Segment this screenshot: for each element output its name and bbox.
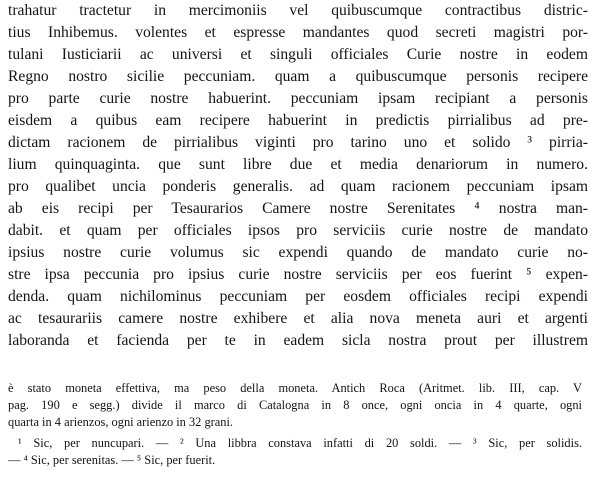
main-text-line: laboranda et facienda per te in eadem sicla nostra prout per illustrem xyxy=(8,332,588,349)
main-text-line: Regno nostro sicilie peccuniam. quam a quibuscumque personis recipere xyxy=(8,68,588,85)
main-text-line: ac tesaurariis camere nostre exhibere et alia nova meneta auri et argenti xyxy=(8,310,588,327)
main-text-line: ab eis recipi per Tesaurarios Camere nostre Serenitates ⁴ nostra man- xyxy=(8,200,588,217)
footnote-line: pag. 190 e segg.) divide il marco di Catalogna in 8 once, ogni oncia in 4 quarte, ogni xyxy=(8,398,582,412)
main-text-line: ipsius nostre curie volumus sic expendi quando de mandato curie no- xyxy=(8,244,588,261)
main-text-line: lium quinquaginta. que sunt libre due et media denariorum in numero. xyxy=(8,156,588,173)
footnote-line: è stato moneta effettiva, ma peso della moneta. Antich Roca (Aritmet. lib. III, cap. V xyxy=(8,381,582,395)
main-text-line: dabit. et quam per officiales ipsos pro serviciis curie nostre de mandato xyxy=(8,222,588,239)
footnote-line: quarta in 4 arienzos, ogni arienzo in 32 grani. xyxy=(8,415,234,429)
main-text-line: eisdem a quibus eam recipere habuerint in predictis pirrialibus ad pre- xyxy=(8,112,588,129)
main-text-line: trahatur tractetur in mercimoniis vel quibuscumque contractibus distric- xyxy=(8,2,588,19)
footnote-line: ¹ Sic, per nuncupari. — ² Una libbra constava infatti di 20 soldi. — ³ Sic, per solidis. xyxy=(18,436,582,450)
main-text-line: stre ipsa peccunia pro ipsius curie nostre serviciis per eos fuerint ⁵ expen- xyxy=(8,266,588,283)
main-text-line: pro parte curie nostre habuerint. peccuniam ipsam recipiant a personis xyxy=(8,90,588,107)
main-text-line: dictam racionem de pirrialibus viginti pro tarino uno et solido ³ pirria- xyxy=(8,134,588,151)
main-text-line: pro qualibet uncia ponderis generalis. ad quam racionem peccuniam ipsam xyxy=(8,178,588,195)
main-text-line: denda. quam nichilominus peccuniam per eosdem officiales recipi expendi xyxy=(8,288,588,305)
footnote-line: — ⁴ Sic, per serenitas. — ⁵ Sic, per fuerit. xyxy=(8,453,216,467)
main-text-line: tulani Iusticiarii ac universi et singuli officiales Curie nostre in eodem xyxy=(8,46,588,63)
main-text-line: tius Inhibemus. volentes et espresse mandantes quod secreti magistri por- xyxy=(8,24,588,41)
